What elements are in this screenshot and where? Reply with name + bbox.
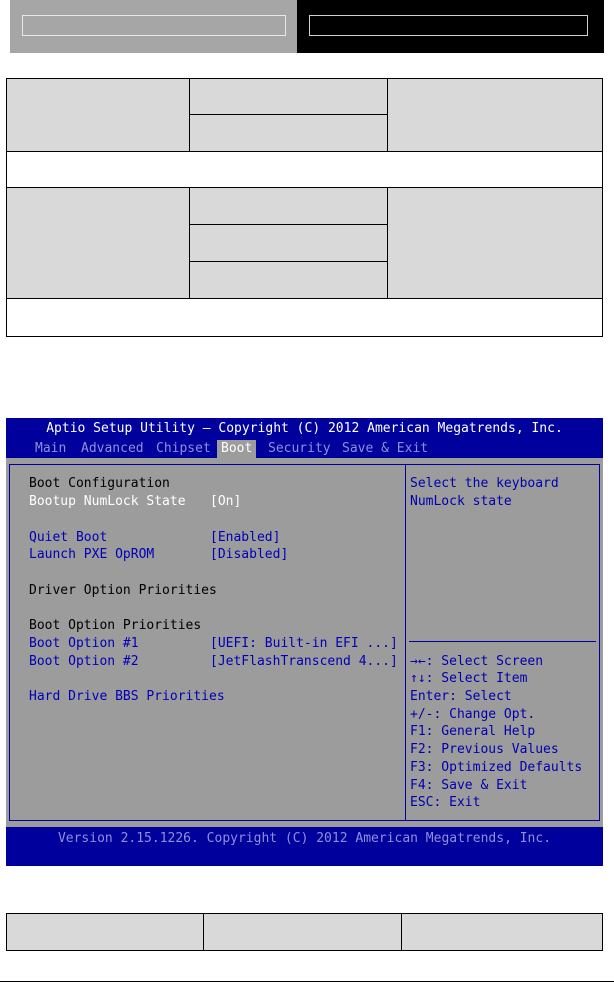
quiet-boot-value[interactable]: [Enabled] [210,530,281,545]
table1-full-row [6,151,603,188]
table2-cell-right [387,187,603,299]
table1-cell-mid-top [189,78,388,115]
boot-option-1-label[interactable]: Boot Option #1 [29,636,139,651]
bottom-table-row [6,913,603,951]
bios-panel-divider [405,464,406,821]
table1-cell-right [387,78,603,152]
boot-option-2-label[interactable]: Boot Option #2 [29,654,139,669]
bios-help-divider [409,641,596,642]
key-hint-change-opt: +/-: Change Opt. [410,707,536,722]
launch-pxe-label[interactable]: Launch PXE OpROM [29,547,155,562]
table2-full-row [6,298,603,337]
launch-pxe-value[interactable]: [Disabled] [210,547,289,562]
section-driver-option-priorities: Driver Option Priorities [29,583,217,598]
tab-boot[interactable]: Boot [217,440,256,458]
key-hint-f2: F2: Previous Values [410,742,559,757]
boot-option-2-value[interactable]: [JetFlashTranscend 4...] [210,654,398,669]
tab-save-exit[interactable]: Save & Exit [342,441,429,456]
bottom-table-divider-2 [401,913,402,951]
key-hint-esc: ESC: Exit [410,795,481,810]
table2-cell-mid-1 [189,187,388,225]
tab-main[interactable]: Main [35,441,67,456]
tab-chipset[interactable]: Chipset [156,441,211,456]
section-boot-configuration: Boot Configuration [29,476,170,491]
hard-drive-bbs-priorities[interactable]: Hard Drive BBS Priorities [29,689,225,704]
bios-tab-bar [6,440,603,458]
bios-title: Aptio Setup Utility – Copyright (C) 2012 American Megatrends, Inc. [6,418,603,440]
key-hint-select-screen: →←: Select Screen [410,654,544,669]
tab-advanced[interactable]: Advanced [81,441,144,456]
quiet-boot-label[interactable]: Quiet Boot [29,530,108,545]
help-text-line2: NumLock state [410,494,512,509]
table2-cell-mid-2 [189,224,388,262]
key-hint-f1: F1: General Help [410,724,536,739]
table1-cell-mid-bottom [189,114,388,152]
key-hint-f3: F3: Optimized Defaults [410,760,583,775]
header-left-field [22,15,286,36]
section-boot-option-priorities: Boot Option Priorities [29,618,202,633]
table1-cell-left [6,78,190,152]
table2-cell-left [6,187,190,299]
numlock-label[interactable]: Bootup NumLock State [29,494,186,509]
header-right-field [309,15,588,36]
key-hint-f4: F4: Save & Exit [410,778,528,793]
table2-cell-mid-3 [189,261,388,299]
numlock-value[interactable]: [On] [210,494,242,509]
help-text-line1: Select the keyboard [410,476,559,491]
bottom-table-divider-1 [203,913,204,951]
bios-footer: Version 2.15.1226. Copyright (C) 2012 American Megatrends, Inc. [6,827,603,866]
key-hint-select-item: ↑↓: Select Item [410,671,528,686]
tab-security[interactable]: Security [268,441,331,456]
boot-option-1-value[interactable]: [UEFI: Built-in EFI ...] [210,636,398,651]
key-hint-enter: Enter: Select [410,689,512,704]
